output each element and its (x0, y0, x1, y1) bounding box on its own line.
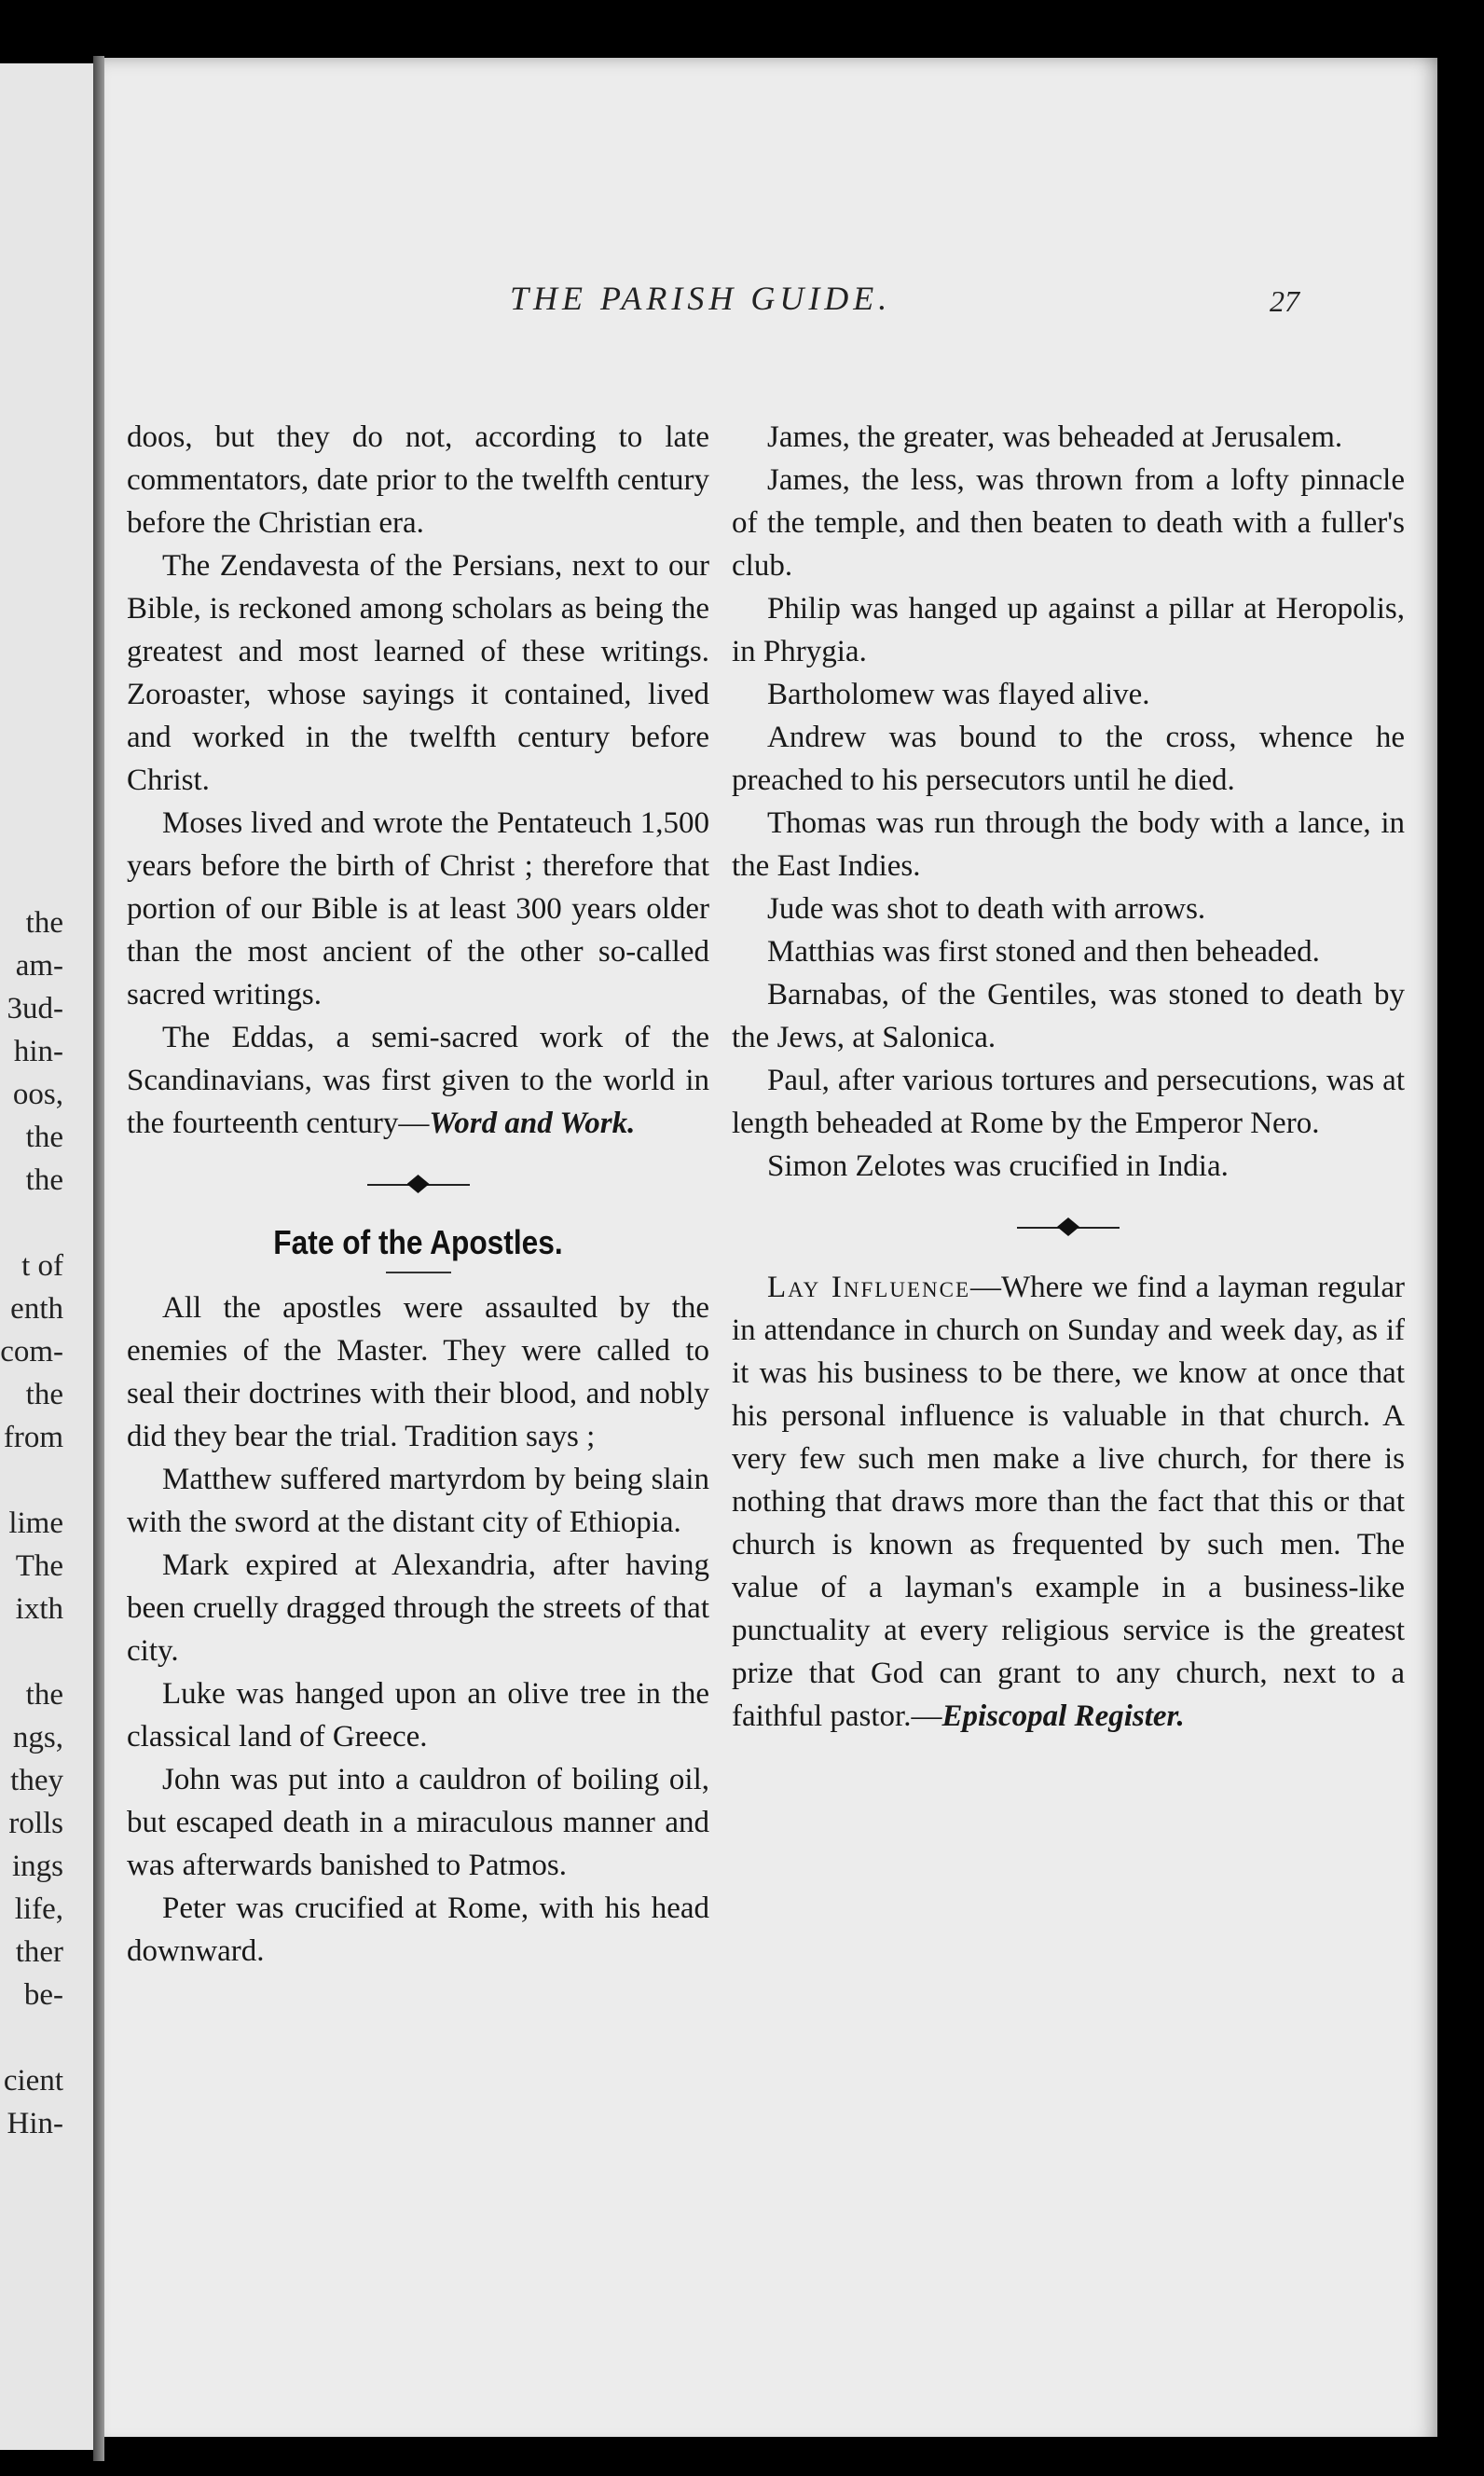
left-column (127, 416, 709, 1973)
apostle-paragraph: Paul, after various tortures and persecutions, was at length beheaded at Rome by the Emperor Nero. (732, 1064, 1405, 1140)
facing-page-word: the (25, 1121, 63, 1154)
facing-page-word: hin- (13, 1035, 63, 1068)
right-paragraphs-apostles (732, 416, 1405, 1188)
apostle-paragraph: Peter was crucified at Rome, with his head downward. (127, 1891, 709, 1968)
apostle-paragraph: Barnabas, of the Gentiles, was stoned to death by the Jews, at Salonica. (732, 978, 1405, 1054)
eddas-source: Word and Work. (429, 1107, 636, 1140)
facing-page-word: the (25, 1378, 63, 1411)
facing-page-word: from (3, 1421, 63, 1454)
facing-page-word: ther (15, 1935, 63, 1969)
facing-page-word: ixth (15, 1592, 63, 1626)
facing-page-word: life, (14, 1892, 63, 1926)
facing-page-word: am- (15, 949, 63, 983)
book-gutter (93, 56, 104, 2461)
facing-page-word: the (25, 906, 63, 940)
facing-page-word: oos, (12, 1078, 63, 1111)
book-page (104, 58, 1437, 2437)
section-title: Fate of the Apostles. (273, 1223, 563, 1261)
lay-influence-source: Episcopal Register. (941, 1699, 1185, 1733)
title-underline (386, 1272, 451, 1273)
apostle-paragraph: Simon Zelotes was crucified in India. (767, 1149, 1229, 1183)
left-paragraphs-apostles (127, 1286, 709, 1973)
facing-page-word: the (25, 1678, 63, 1712)
apostle-paragraph: Matthias was first stoned and then beheaded. (767, 935, 1320, 969)
lay-influence-heading: Lay Influence (767, 1271, 971, 1304)
body-paragraph: doos, but they do not, according to late commentators, date prior to the twelfth century before the Christian era. (127, 420, 709, 540)
body-paragraph: Moses lived and wrote the Pentateuch 1,500 years before the birth of Christ ; therefore that portion of our Bible is at least 300 years older than the most ancient of the other so-called sacred writings. (127, 806, 709, 1011)
body-paragraph: The Zendavesta of the Persians, next to our Bible, is reckoned among scholars as being the greatest and most learned of these writings. Zoroaster, whose sayings it contained, lived and worked in the twelfth century before Christ. (127, 549, 709, 797)
facing-page-word: 3ud- (7, 992, 63, 1025)
eddas-paragraph (127, 1016, 709, 1145)
lay-influence-paragraph (732, 1266, 1405, 1738)
apostle-paragraph: Luke was hanged upon an olive tree in the classical land of Greece. (127, 1677, 709, 1754)
section-ornament-right (732, 1201, 1405, 1257)
section-ornament (127, 1158, 709, 1214)
running-head: THE PARISH GUIDE. (510, 280, 892, 317)
facing-page-word: be- (23, 1978, 63, 2012)
apostle-paragraph: James, the greater, was beheaded at Jerusalem. (767, 420, 1343, 454)
apostle-paragraph: Jude was shot to death with arrows. (767, 892, 1206, 926)
facing-page-word: enth (10, 1292, 63, 1326)
facing-page-word: lime (8, 1506, 63, 1540)
page-number: 27 (1270, 284, 1299, 318)
facing-page-word: t of (21, 1249, 63, 1283)
apostle-paragraph: Andrew was bound to the cross, whence he preached to his persecutors until he died. (732, 721, 1405, 797)
left-paragraphs-top (127, 416, 709, 1016)
facing-page-word: ngs, (12, 1721, 63, 1754)
facing-page-word: ings (11, 1850, 63, 1883)
facing-page-word: they (10, 1764, 63, 1797)
facing-page-word: The (15, 1549, 63, 1583)
facing-page-word: com- (0, 1335, 63, 1369)
eddas-text: The Eddas, a semi-sacred work of the Scandinavians, was first given to the world in the fourteenth century— (127, 1021, 709, 1140)
apostle-paragraph: Mark expired at Alexandria, after having been cruelly dragged through the streets of that city. (127, 1548, 709, 1668)
lay-influence-text: —Where we find a layman regular in attendance in church on Sunday and week day, as if it was his business to be there, we know at once that his personal influence is valuable in that church. A very few such men make a live church, for there is nothing that draws more than the fact that this or that church is known as frequented by such men. The value of a layman's example in a business-like punctuality at every religious service is the greatest prize that God can grant to any church, next to a faithful pastor.— (732, 1271, 1405, 1733)
apostle-paragraph: James, the less, was thrown from a lofty pinnacle of the temple, and then beaten to death with a fuller's club. (732, 463, 1405, 583)
facing-page-fragment (0, 63, 93, 2450)
apostle-paragraph: Thomas was run through the body with a lance, in the East Indies. (732, 806, 1405, 883)
facing-page-word: Hin- (7, 2107, 63, 2140)
facing-page-word: the (25, 1163, 63, 1197)
facing-page-word: cient (3, 2064, 63, 2098)
apostle-paragraph: John was put into a cauldron of boiling oil, but escaped death in a miraculous manner and was afterwards banished to Patmos. (127, 1763, 709, 1882)
apostle-paragraph: All the apostles were assaulted by the enemies of the Master. They were called to seal their doctrines with their blood, and nobly did they bear the trial. Tradition says ; (127, 1291, 709, 1453)
right-column (732, 416, 1405, 1738)
apostle-paragraph: Bartholomew was flayed alive. (767, 678, 1150, 711)
apostle-paragraph: Philip was hanged up against a pillar at Heropolis, in Phrygia. (732, 592, 1405, 668)
apostle-paragraph: Matthew suffered martyrdom by being slain with the sword at the distant city of Ethiopia. (127, 1463, 709, 1539)
facing-page-word: rolls (8, 1807, 63, 1840)
